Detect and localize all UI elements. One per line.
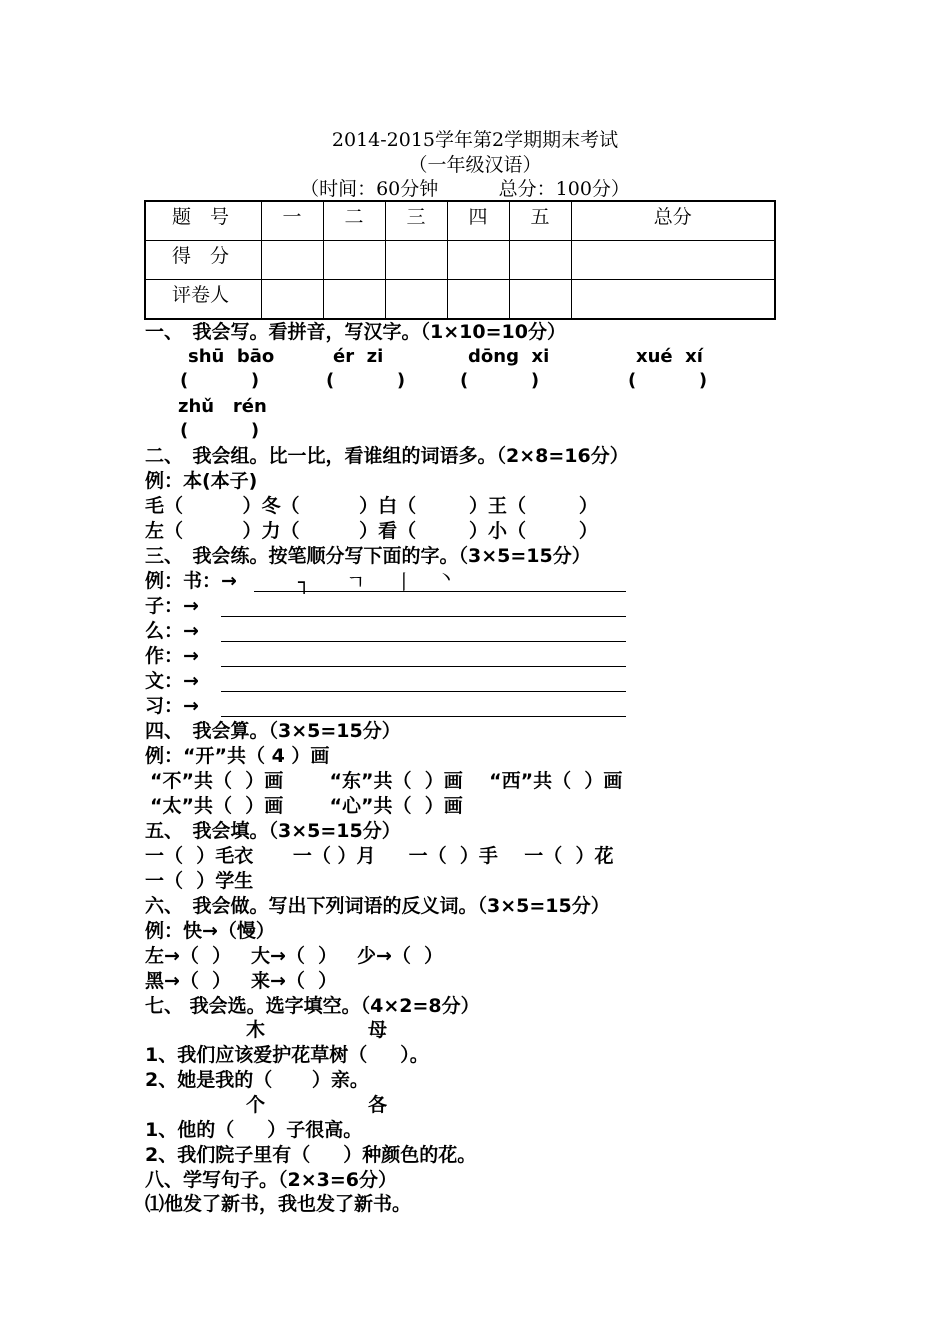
q7-sentence-2[interactable]: 2、她是我的（ ）亲。 [145, 1069, 369, 1091]
q7-sentence-3[interactable]: 1、他的（ ）子很高。 [145, 1119, 363, 1141]
q1-pinyin-2: ér zi [333, 346, 384, 367]
score-cell[interactable] [447, 241, 509, 280]
q1-answer-4[interactable]: ( ) [628, 370, 708, 391]
grader-cell[interactable] [571, 280, 775, 320]
score-col-label: 题 号 [145, 201, 261, 241]
q3-item-5: 习：→ [145, 695, 199, 717]
q3-stroke-4: 丶 [436, 566, 456, 590]
grader-cell[interactable] [261, 280, 323, 320]
score-cell[interactable] [385, 241, 447, 280]
q6-title: 六、 我会做。写出下列词语的反义词。（3×5=15分） [145, 895, 610, 917]
q7-sentence-1[interactable]: 1、我们应该爱护花草树（ ）。 [145, 1044, 429, 1066]
q4-row-1[interactable]: “不”共（ ）画 “东”共（ ）画 “西”共（ ）画 [150, 770, 623, 792]
q1-pinyin-1: shū bāo [188, 346, 275, 367]
q8-title: 八、学写句子。（2×3=6分） [145, 1169, 398, 1191]
score-cell[interactable] [571, 241, 775, 280]
q3-item-1: 子：→ [145, 595, 199, 617]
q8-sentence-1: ⑴他发了新书，我也发了新书。 [145, 1193, 412, 1215]
q5-row-1[interactable]: 一（ ）毛衣 一（ ）月 一（ ）手 一（ ）花 [145, 845, 614, 867]
q7-choice-1a: 木 [246, 1019, 266, 1041]
score-col-5: 五 [509, 201, 571, 241]
exam-subtitle: （一年级汉语） [408, 154, 542, 176]
q3-answer-line-2[interactable] [221, 641, 626, 642]
q4-title: 四、 我会算。（3×5=15分） [145, 720, 401, 742]
score-col-2: 二 [323, 201, 385, 241]
q7-choice-2b: 各 [368, 1094, 388, 1116]
q4-row-2[interactable]: “太”共（ ）画 “心”共（ ）画 [150, 795, 463, 817]
q2-row-2[interactable]: 左（ ）力（ ）看（ ）小（ ） [145, 520, 598, 542]
q1-title: 一、 我会写。看拼音，写汉字。（1×10=10分） [145, 321, 566, 343]
q2-row-1[interactable]: 毛（ ）冬（ ）白（ ）王（ ） [145, 495, 598, 517]
q1-pinyin-4: xué xí [636, 346, 703, 367]
grader-cell[interactable] [323, 280, 385, 320]
score-cell[interactable] [509, 241, 571, 280]
q3-example-label: 例：书：→ [145, 570, 237, 592]
q1-pinyin-3: dōng xi [468, 346, 550, 367]
q1-answer-2[interactable]: ( ) [326, 370, 406, 391]
grader-row-label: 评卷人 [145, 280, 261, 320]
q1-answer-1[interactable]: ( ) [180, 370, 260, 391]
grader-row [145, 280, 775, 320]
q6-row-1[interactable]: 左→（ ） 大→（ ） 少→（ ） [145, 945, 444, 967]
q3-item-4: 文：→ [145, 670, 199, 692]
score-col-3: 三 [385, 201, 447, 241]
q6-example: 例：快→（慢） [145, 920, 275, 942]
grader-cell[interactable] [385, 280, 447, 320]
q2-title: 二、 我会组。比一比，看谁组的词语多。（2×8=16分） [145, 445, 629, 467]
q3-answer-line-4[interactable] [221, 691, 626, 692]
score-col-total: 总分 [571, 201, 775, 241]
score-table-header-row [145, 201, 775, 241]
score-col-4: 四 [447, 201, 509, 241]
q3-answer-line-1[interactable] [221, 616, 626, 617]
grader-cell[interactable] [509, 280, 571, 320]
q4-example: 例：“开”共（ 4 ）画 [145, 745, 330, 767]
score-row-label: 得 分 [145, 241, 261, 280]
q3-stroke-2: ㄱ [346, 570, 366, 594]
q7-choice-1b: 母 [368, 1019, 388, 1041]
score-col-1: 一 [261, 201, 323, 241]
grader-cell[interactable] [447, 280, 509, 320]
q3-stroke-1: ┐ [298, 570, 311, 594]
q7-choice-2a: 个 [246, 1094, 266, 1116]
q2-example: 例：本(本子) [145, 470, 258, 492]
score-cell[interactable] [323, 241, 385, 280]
q1-answer-5[interactable]: ( ) [180, 420, 260, 441]
q3-answer-line-3[interactable] [221, 666, 626, 667]
q3-item-3: 作：→ [145, 645, 199, 667]
q6-row-2[interactable]: 黑→（ ） 来→（ ） [145, 970, 338, 992]
score-table [144, 200, 776, 320]
exam-title: 2014-2015学年第2学期期末考试 [331, 129, 619, 151]
score-row [145, 241, 775, 280]
exam-meta: （时间：60分钟 总分：100分） [300, 178, 630, 200]
q3-answer-line-5[interactable] [221, 716, 626, 717]
q3-item-2: 么：→ [145, 620, 199, 642]
q3-stroke-3: 丨 [394, 570, 414, 594]
q3-title: 三、 我会练。按笔顺分写下面的字。（3×5=15分） [145, 545, 591, 567]
q1-pinyin-5: zhǔ rén [178, 396, 267, 417]
score-cell[interactable] [261, 241, 323, 280]
q5-title: 五、 我会填。（3×5=15分） [145, 820, 401, 842]
q7-title: 七、 我会选。选字填空。（4×2=8分） [145, 995, 480, 1017]
q1-answer-3[interactable]: ( ) [460, 370, 540, 391]
q7-sentence-4[interactable]: 2、我们院子里有（ ）种颜色的花。 [145, 1144, 477, 1166]
q5-row-2[interactable]: 一（ ）学生 [145, 870, 254, 892]
